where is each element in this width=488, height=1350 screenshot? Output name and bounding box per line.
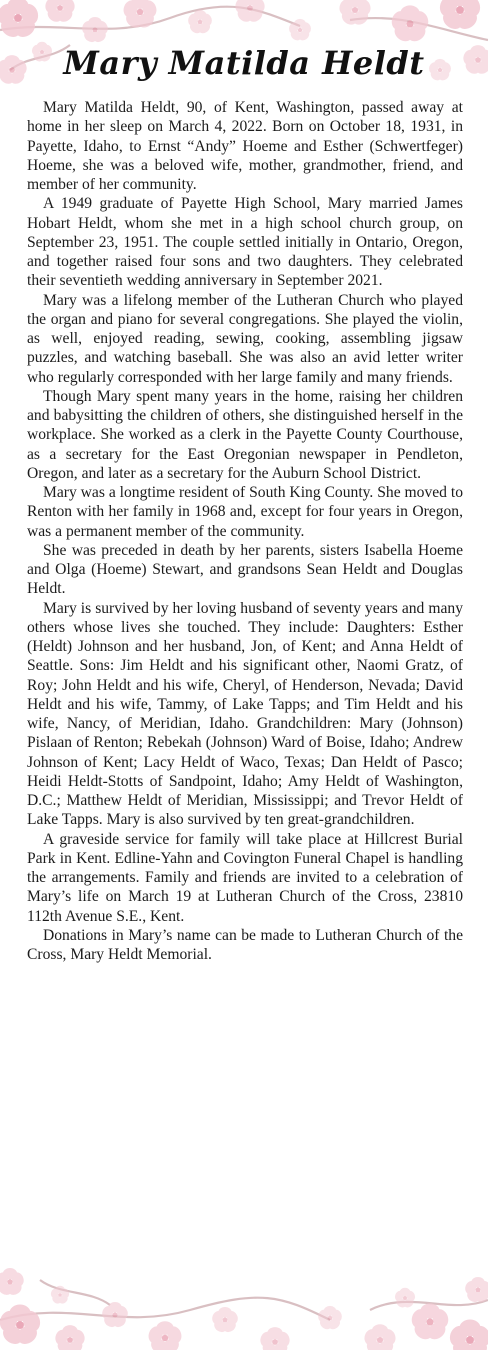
cherry-blossom-icon: [187, 10, 214, 36]
cherry-blossom-icon: [447, 1320, 488, 1350]
cherry-blossom-icon: [43, 0, 76, 25]
branch-decoration: [40, 1280, 110, 1305]
cherry-blossom-icon: [409, 1303, 450, 1342]
cherry-blossom-icon: [337, 0, 372, 28]
obituary-paragraph: Though Mary spent many years in the home, raising her children and babysitting the children of others, she distinguished herself in the workplace. She worked as a clerk in the Payette County Courthouse, as a secretary for the East Oregonian newspaper in Pendleton, Oregon, and later as a secretary for the Auburn School District.: [27, 387, 463, 482]
cherry-blossom-icon: [121, 0, 158, 31]
obituary-paragraph: Mary was a longtime resident of South King County. She moved to Renton with her family in 1968 and, except for four years in Oregon, was a permanent member of the community.: [27, 484, 463, 540]
cherry-blossom-icon: [394, 1288, 417, 1310]
cherry-blossom-icon: [437, 0, 482, 33]
cherry-blossom-icon: [0, 0, 41, 41]
obituary-paragraph: Mary is survived by her loving husband of seventy years and many others whose lives she touched. They include: Daughters: Esther (Heldt) Johnson and her husband, Jon, of Kent; and Anna Heldt of Seattle. Sons: Jim Heldt and his significant other, Naomi Gratz, of Roy; John Heldt and his wife, Cheryl, of Henderson, Nevada; David Heldt and his wife, Tammy, of Lake Tapps; and Tim Heldt and his wife, Nancy, of Meridian, Idaho. Grandchildren: Mary (Johnson) Pislaan of Renton; Rebekah (Johnson) Ward of Boise, Idaho; Andrew Johnson of Kent; Lacy Heldt of Waco, Texas; Dan Heldt of Pasco; Heidi Heldt-Stotts of Sandpoint, Idaho; Amy Heldt of Washington, D.C.; Matthew Heldt of Meridian, Mississippi; and Trevor Heldt of Lake Tapps. Mary is also survived by ten great-grandchildren.: [27, 599, 463, 829]
cherry-blossom-icon: [233, 0, 266, 25]
obituary-paragraph: A 1949 graduate of Payette High School, Mary married James Hobart Heldt, whom she met in a high school church group, on September 23, 1951. The couple settled initially in Ontario, Oregon, and together raised four sons and two daughters. They celebrated their seventieth wedding anniversary in September 2021.: [27, 195, 463, 290]
obituary-paragraph: Mary was a lifelong member of the Lutheran Church who played the organ and piano for several congregations. She played the violin, as well, enjoyed reading, sewing, cooking, assembling jigsaw puzzles, and watching baseball. She was also an avid letter writer who regularly corresponded with her large family and many friends.: [27, 291, 463, 386]
cherry-blossom-icon: [81, 17, 110, 45]
obituary-paragraph: Mary Matilda Heldt, 90, of Kent, Washington, passed away at home in her sleep on March 4, 2022. Born on October 18, 1931, in Payette, Idaho, to Ernst “Andy” Hoeme and Esther (Schwertfeger) Hoeme, she was a beloved wife, mother, grandmother, friend, and member of her community.: [27, 99, 463, 193]
cherry-blossom-icon: [101, 1302, 130, 1330]
obituary-body: [27, 98, 463, 964]
cherry-blossom-icon: [0, 1305, 43, 1348]
cherry-blossom-icon: [0, 1268, 25, 1297]
cherry-blossom-icon: [362, 1324, 397, 1350]
cherry-blossom-icon: [53, 1325, 86, 1350]
cherry-blossom-icon: [258, 1327, 291, 1350]
obituary-paragraph: A graveside service for family will take place at Hillcrest Burial Park in Kent. Edline-Yahn and Covington Funeral Chapel is handling the arrangements. Family and friends are invited to a celebration of Mary’s life on March 19 at Lutheran Church of the Cross, 23810 112th Avenue S.E., Kent.: [27, 830, 463, 925]
cherry-blossom-icon: [317, 1306, 344, 1332]
cherry-blossom-icon: [50, 1286, 71, 1306]
cherry-blossom-icon: [211, 1307, 240, 1335]
cherry-blossom-icon: [146, 1321, 183, 1350]
cherry-blossom-icon: [464, 1277, 488, 1305]
obituary-title: Mary Matilda Heldt: [63, 44, 425, 82]
cherry-blossom-icon: [389, 5, 430, 44]
branch-decoration: [0, 1298, 330, 1320]
obituary-paragraph: She was preceded in death by her parents, sisters Isabella Hoeme and Olga (Hoeme) Stewart, and grandsons Sean Heldt and Douglas Heldt.: [27, 541, 463, 598]
obituary-paragraph: Donations in Mary’s name can be made to Lutheran Church of the Cross, Mary Heldt Memorial.: [27, 926, 463, 963]
